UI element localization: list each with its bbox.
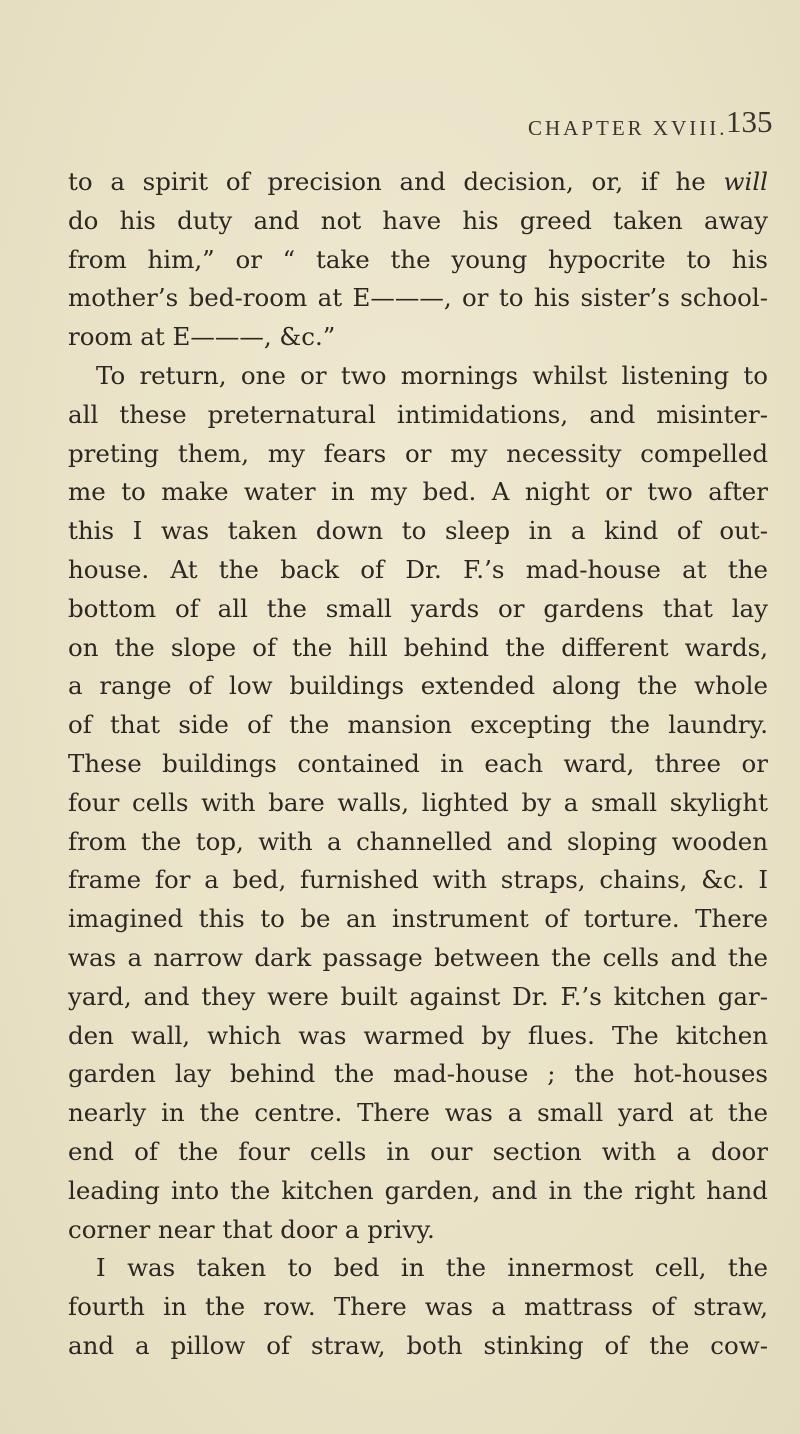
text-line: garden lay behind the mad-house ; the hot-houses xyxy=(68,1059,768,1089)
text-line: all these preternatural intimidations, and misinter- xyxy=(68,399,768,429)
chapter-heading: CHAPTER XVIII. xyxy=(528,116,728,140)
text-line: imagined this to be an instrument of torture. There xyxy=(68,904,768,934)
text-line: this I was taken down to sleep in a kind of out- xyxy=(68,516,768,546)
text-line: end of the four cells in our section with a door xyxy=(68,1136,768,1166)
text-line: frame for a bed, furnished with straps, chains, &c. I xyxy=(68,865,768,895)
emphasis-word: will xyxy=(723,167,768,196)
page-number: 135 xyxy=(726,104,773,139)
text-line: from him,” or “ take the young hypocrite to his xyxy=(68,244,768,274)
body-text xyxy=(68,163,768,1366)
text-line: a range of low buildings extended along the whole xyxy=(68,671,768,701)
running-head xyxy=(190,104,800,144)
text-line: do his duty and not have his greed taken away xyxy=(68,205,768,235)
text-line: preting them, my fears or my necessity compelled xyxy=(68,438,768,468)
text-line: bottom of all the small yards or gardens that lay xyxy=(68,593,768,623)
text-line: on the slope of the hill behind the different wards, xyxy=(68,632,768,662)
text-line: house. At the back of Dr. F.’s mad-house at the xyxy=(68,554,768,584)
text-line: I was taken to bed in the innermost cell, the xyxy=(96,1253,768,1283)
text-line: from the top, with a channelled and sloping wooden xyxy=(68,826,768,856)
text-line: mother’s bed-room at E———, or to his sister’s school- xyxy=(68,283,768,313)
text-line: corner near that door a privy. xyxy=(68,1214,435,1244)
text-line: These buildings contained in each ward, three or xyxy=(68,748,768,778)
text-line: to a spirit of precision and decision, or, if he will xyxy=(68,167,768,196)
text-line: fourth in the row. There was a mattrass of straw, xyxy=(68,1292,768,1322)
text-line: den wall, which was warmed by flues. The kitchen xyxy=(68,1020,768,1050)
text-line: and a pillow of straw, both stinking of the cow- xyxy=(68,1330,768,1360)
text-line: was a narrow dark passage between the cells and the xyxy=(68,942,768,972)
text-line: nearly in the centre. There was a small yard at the xyxy=(68,1098,768,1128)
text-line: me to make water in my bed. A night or two after xyxy=(68,477,768,507)
text-line: leading into the kitchen garden, and in the right hand xyxy=(68,1175,768,1205)
text-line: To return, one or two mornings whilst listening to xyxy=(96,360,768,390)
text-line: yard, and they were built against Dr. F.’s kitchen gar- xyxy=(68,981,768,1011)
text-line: of that side of the mansion excepting the laundry. xyxy=(68,710,768,740)
text-line: four cells with bare walls, lighted by a small skylight xyxy=(68,787,768,817)
text-line: room at E———, &c.” xyxy=(68,322,336,352)
